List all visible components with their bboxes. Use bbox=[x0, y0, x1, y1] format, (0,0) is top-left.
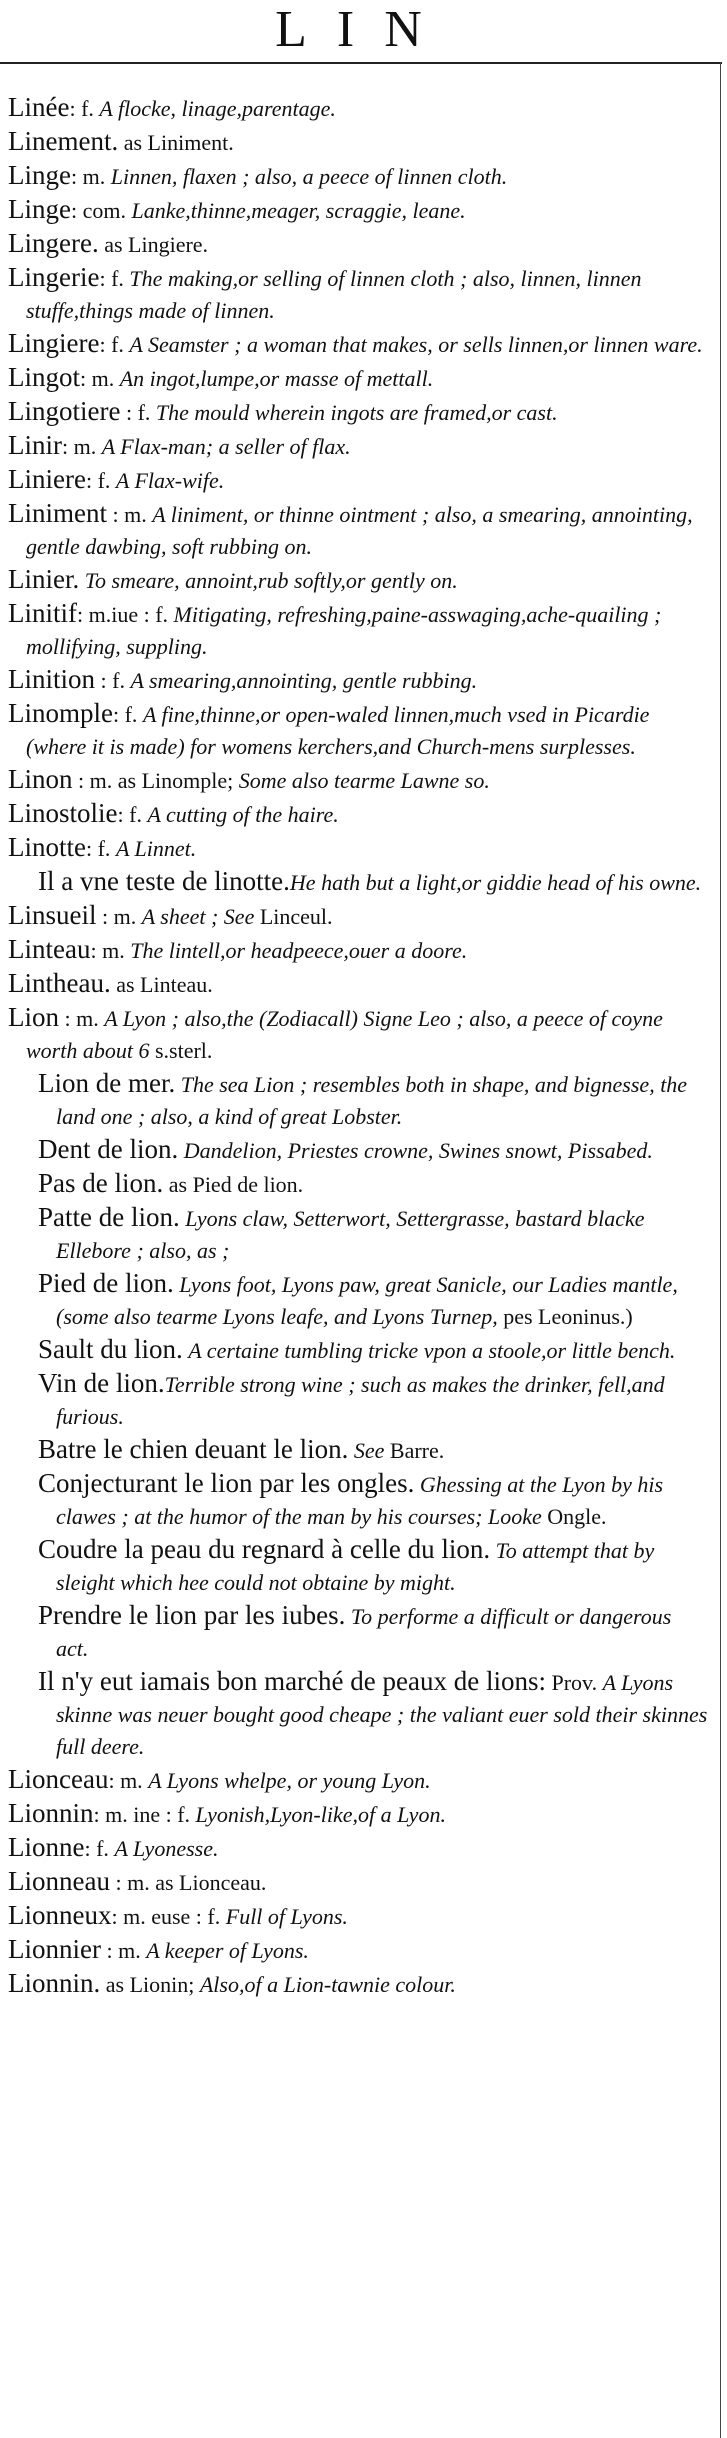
cross-reference: Barre. bbox=[389, 1438, 445, 1463]
dictionary-entry bbox=[8, 1002, 708, 1066]
dictionary-entry bbox=[8, 328, 708, 360]
headword: Linon bbox=[8, 764, 73, 794]
definition: Lyons foot, Lyons paw, great Sanicle, our Ladies mantle, (some also tearme Lyons leafe, and Lyons Turnep, bbox=[56, 1272, 678, 1329]
grammar-note: : m. as bbox=[109, 1870, 180, 1895]
definition: A keeper of Lyons. bbox=[146, 1938, 309, 1963]
dictionary-entry bbox=[8, 832, 708, 864]
headword: Pas de lion. bbox=[38, 1168, 164, 1198]
headword: Linée bbox=[8, 92, 70, 122]
sub-entry bbox=[8, 1600, 708, 1664]
definition: Ghessing at the Lyon by his clawes ; at the humor of the man by his courses; Looke bbox=[56, 1472, 664, 1529]
cross-reference: Ongle. bbox=[547, 1504, 607, 1529]
definition: A sheet ; See bbox=[141, 904, 260, 929]
headword: Linomple bbox=[8, 698, 113, 728]
headword: Linsueil bbox=[8, 900, 97, 930]
headword: Il a vne teste de linotte. bbox=[38, 866, 290, 896]
definition: A certaine tumbling tricke vpon a stoole,or little bench. bbox=[188, 1338, 676, 1363]
definition: The lintell,or headpeece,ouer a doore. bbox=[130, 938, 468, 963]
grammar-note: : m.iue : f. bbox=[77, 602, 174, 627]
definition: A smearing,annointing, gentle rubbing. bbox=[130, 668, 478, 693]
dictionary-entry bbox=[8, 1900, 708, 1932]
sub-entry bbox=[8, 1368, 708, 1432]
grammar-note: : m. bbox=[70, 164, 111, 189]
grammar-note: as bbox=[110, 972, 141, 997]
headword: Lionceau bbox=[8, 1764, 109, 1794]
definition: A Lyons whelpe, or young Lyon. bbox=[148, 1768, 431, 1793]
definition: Full of Lyons. bbox=[225, 1904, 348, 1929]
dictionary-entry bbox=[8, 664, 708, 696]
dictionary-entry bbox=[8, 900, 708, 932]
grammar-note: : m. bbox=[100, 1938, 147, 1963]
definition: The making,or selling of linnen cloth ; also, linnen, linnen stuffe,things made of linnen. bbox=[26, 266, 642, 323]
dictionary-entry bbox=[8, 160, 708, 192]
definition: Linnen, flaxen ; also, a peece of linnen cloth. bbox=[110, 164, 508, 189]
dictionary-entry bbox=[8, 92, 708, 124]
definition: An ingot,lumpe,or masse of mettall. bbox=[119, 366, 434, 391]
definition: To smeare, annoint,rub softly,or gently on. bbox=[84, 568, 458, 593]
dictionary-entry bbox=[8, 934, 708, 966]
definition: Lyonish,Lyon-like,of a Lyon. bbox=[195, 1802, 446, 1827]
headword: Linitif bbox=[8, 598, 77, 628]
grammar-note: : m. bbox=[90, 938, 131, 963]
headword: Liniment bbox=[8, 498, 107, 528]
dictionary-entry bbox=[8, 194, 708, 226]
column-rule bbox=[720, 62, 721, 2438]
headword: Sault du lion. bbox=[38, 1334, 183, 1364]
dictionary-entry bbox=[8, 1866, 708, 1898]
headword: Prendre le lion par les iubes. bbox=[38, 1600, 346, 1630]
headword: Coudre la peau du regnard à celle du lion. bbox=[38, 1534, 491, 1564]
definition: A Flax-man; a seller of flax. bbox=[101, 434, 351, 459]
dictionary-entry bbox=[8, 1764, 708, 1796]
headword: Lingot bbox=[8, 362, 80, 392]
sub-entry bbox=[8, 1434, 708, 1466]
definition: A liniment, or thinne ointment ; also, a smearing, annointing, gentle dawbing, soft rubbing on. bbox=[26, 502, 693, 559]
headword: Lionnin. bbox=[8, 1968, 101, 1998]
cross-reference: s.sterl. bbox=[154, 1038, 213, 1063]
cross-reference: Liniment. bbox=[147, 130, 234, 155]
page-header: LIN bbox=[275, 1, 452, 58]
grammar-note: : com. bbox=[70, 198, 132, 223]
definition: To performe a difficult or dangerous act. bbox=[56, 1604, 672, 1661]
headword: Batre le chien deuant le lion. bbox=[38, 1434, 349, 1464]
dictionary-entry bbox=[8, 396, 708, 428]
sub-entry bbox=[8, 1268, 708, 1332]
dictionary-entry bbox=[8, 1832, 708, 1864]
definition: Some also tearme Lawne so. bbox=[238, 768, 490, 793]
grammar-note: : m. bbox=[96, 904, 142, 929]
definition: A Seamster ; a woman that makes, or sells linnen,or linnen ware. bbox=[129, 332, 703, 357]
dictionary-entry bbox=[8, 1968, 708, 2000]
headword: Linir bbox=[8, 430, 62, 460]
grammar-note: : m. as bbox=[72, 768, 142, 793]
dictionary-entry bbox=[8, 1798, 708, 1830]
definition: The mould wherein ingots are framed,or cast. bbox=[155, 400, 558, 425]
dictionary-entry bbox=[8, 764, 708, 796]
sub-entry bbox=[8, 1134, 708, 1166]
headword: Conjecturant le lion par les ongles. bbox=[38, 1468, 415, 1498]
definition: A Lyonesse. bbox=[114, 1836, 219, 1861]
dictionary-entry bbox=[8, 1934, 708, 1966]
headword: Linteau bbox=[8, 934, 91, 964]
grammar-note: : m. bbox=[108, 1768, 149, 1793]
cross-reference: Linteau. bbox=[140, 972, 213, 997]
definition: The sea Lion ; resembles both in shape, and bignesse, the land one ; also, a kind of great Lobster. bbox=[56, 1072, 688, 1129]
headword: Lion bbox=[8, 1002, 59, 1032]
headword: Vin de lion. bbox=[38, 1368, 165, 1398]
grammar-note: : m. bbox=[106, 502, 153, 527]
sub-entry bbox=[8, 1334, 708, 1366]
sub-entry bbox=[8, 1666, 708, 1762]
dictionary-entry bbox=[8, 464, 708, 496]
definition: Dandelion, Priestes crowne, Swines snowt, Pissabed. bbox=[183, 1138, 653, 1163]
grammar-note: as bbox=[100, 1972, 130, 1997]
headword: Linier. bbox=[8, 564, 80, 594]
cross-reference: Lionin; bbox=[129, 1972, 200, 1997]
header-rule bbox=[0, 62, 722, 64]
sub-entry bbox=[8, 1468, 708, 1532]
grammar-note: : f. bbox=[99, 266, 130, 291]
definition: To attempt that by sleight which hee could not obtaine by might. bbox=[56, 1538, 655, 1595]
headword: Lingere. bbox=[8, 228, 99, 258]
definition: A flocke, linage,parentage. bbox=[99, 96, 336, 121]
dictionary-entry bbox=[8, 262, 708, 326]
sub-entry bbox=[8, 1168, 708, 1200]
grammar-note: : m. bbox=[59, 1006, 105, 1031]
dictionary-entry bbox=[8, 228, 708, 260]
headword: Lionne bbox=[8, 1832, 85, 1862]
grammar-note: : f. bbox=[117, 802, 148, 827]
dictionary-entry bbox=[8, 498, 708, 562]
headword: Lionneau bbox=[8, 1866, 110, 1896]
dictionary-entry bbox=[8, 430, 708, 462]
definition: A fine,thinne,or open-waled linnen,much vsed in Picardie (where it is made) for womens kerchers,and Church-mens surplesses. bbox=[26, 702, 650, 759]
grammar-note: : m. ine : f. bbox=[93, 1802, 196, 1827]
headword: Linition bbox=[8, 664, 95, 694]
dictionary-entry bbox=[8, 698, 708, 762]
grammar-note: : m. euse : f. bbox=[111, 1904, 226, 1929]
grammar-note: : f. bbox=[120, 400, 156, 425]
grammar-note: : f. bbox=[84, 1836, 115, 1861]
sub-entry bbox=[8, 1202, 708, 1266]
definition: A Lyon ; also,the (Zodiacall) Signe Leo ; also, a peece of coyne worth about 6 bbox=[26, 1006, 663, 1063]
grammar-note: as bbox=[98, 232, 129, 257]
cross-reference: Linceul. bbox=[259, 904, 333, 929]
definition: See bbox=[353, 1438, 390, 1463]
cross-reference: Lionceau. bbox=[179, 1870, 267, 1895]
headword: Linotte bbox=[8, 832, 86, 862]
cross-reference: Lingiere. bbox=[128, 232, 209, 257]
headword: Il n'y eut iamais bon marché de peaux de lions: bbox=[38, 1666, 546, 1696]
definition: Also,of a Lion-tawnie colour. bbox=[199, 1972, 456, 1997]
grammar-note: as bbox=[118, 130, 148, 155]
grammar-note: : f. bbox=[85, 836, 116, 861]
grammar-note: : f. bbox=[112, 702, 143, 727]
dictionary-entry bbox=[8, 798, 708, 830]
headword: Lionnier bbox=[8, 1934, 101, 1964]
headword: Lionneux bbox=[8, 1900, 112, 1930]
cross-reference: Linomple; bbox=[141, 768, 239, 793]
headword: Liniere bbox=[8, 464, 86, 494]
headword: Lion de mer. bbox=[38, 1068, 176, 1098]
grammar-note: : m. bbox=[62, 434, 102, 459]
sub-entry bbox=[8, 1068, 708, 1132]
cross-reference: Pied de lion. bbox=[192, 1172, 304, 1197]
grammar-note: : f. bbox=[69, 96, 100, 121]
headword: Linostolie bbox=[8, 798, 118, 828]
headword: Lingotiere bbox=[8, 396, 121, 426]
grammar-note: : f. bbox=[85, 468, 116, 493]
headword: Dent de lion. bbox=[38, 1134, 179, 1164]
definition: A Linnet. bbox=[115, 836, 197, 861]
entry-list bbox=[8, 92, 708, 2002]
definition: A Flax-wife. bbox=[115, 468, 225, 493]
sub-entry bbox=[8, 1534, 708, 1598]
grammar-note: as bbox=[163, 1172, 193, 1197]
dictionary-entry bbox=[8, 564, 708, 596]
definition: He hath but a light,or giddie head of his owne. bbox=[289, 870, 702, 895]
definition: Mitigating, refreshing,paine-asswaging,ache-quailing ; mollifying, suppling. bbox=[26, 602, 662, 659]
grammar-note: : f. bbox=[95, 668, 131, 693]
headword: Lionnin bbox=[8, 1798, 94, 1828]
grammar-note: : f. bbox=[99, 332, 130, 357]
grammar-note: : m. bbox=[80, 366, 120, 391]
definition: A cutting of the haire. bbox=[147, 802, 339, 827]
definition: Lanke,thinne,meager, scraggie, leane. bbox=[131, 198, 466, 223]
headword: Lingerie bbox=[8, 262, 100, 292]
headword: Linge bbox=[8, 194, 71, 224]
grammar-note: Prov. bbox=[545, 1670, 603, 1695]
cross-reference: pes Leoninus.) bbox=[503, 1304, 633, 1329]
headword: Patte de lion. bbox=[38, 1202, 180, 1232]
dictionary-entry bbox=[8, 126, 708, 158]
dictionary-entry bbox=[8, 362, 708, 394]
dictionary-entry bbox=[8, 968, 708, 1000]
definition: Lyons claw, Setterwort, Settergrasse, bastard blacke Ellebore ; also, as ; bbox=[56, 1206, 645, 1263]
headword: Lintheau. bbox=[8, 968, 111, 998]
dictionary-entry bbox=[8, 598, 708, 662]
definition: A Lyons skinne was neuer bought good cheape ; the valiant euer sold their skinnes full deere. bbox=[56, 1670, 708, 1759]
headword: Lingiere bbox=[8, 328, 100, 358]
definition: Terrible strong wine ; such as makes the drinker, fell,and furious. bbox=[56, 1372, 665, 1429]
sub-entry bbox=[8, 866, 708, 898]
headword: Pied de lion. bbox=[38, 1268, 174, 1298]
headword: Linge bbox=[8, 160, 71, 190]
headword: Linement. bbox=[8, 126, 119, 156]
